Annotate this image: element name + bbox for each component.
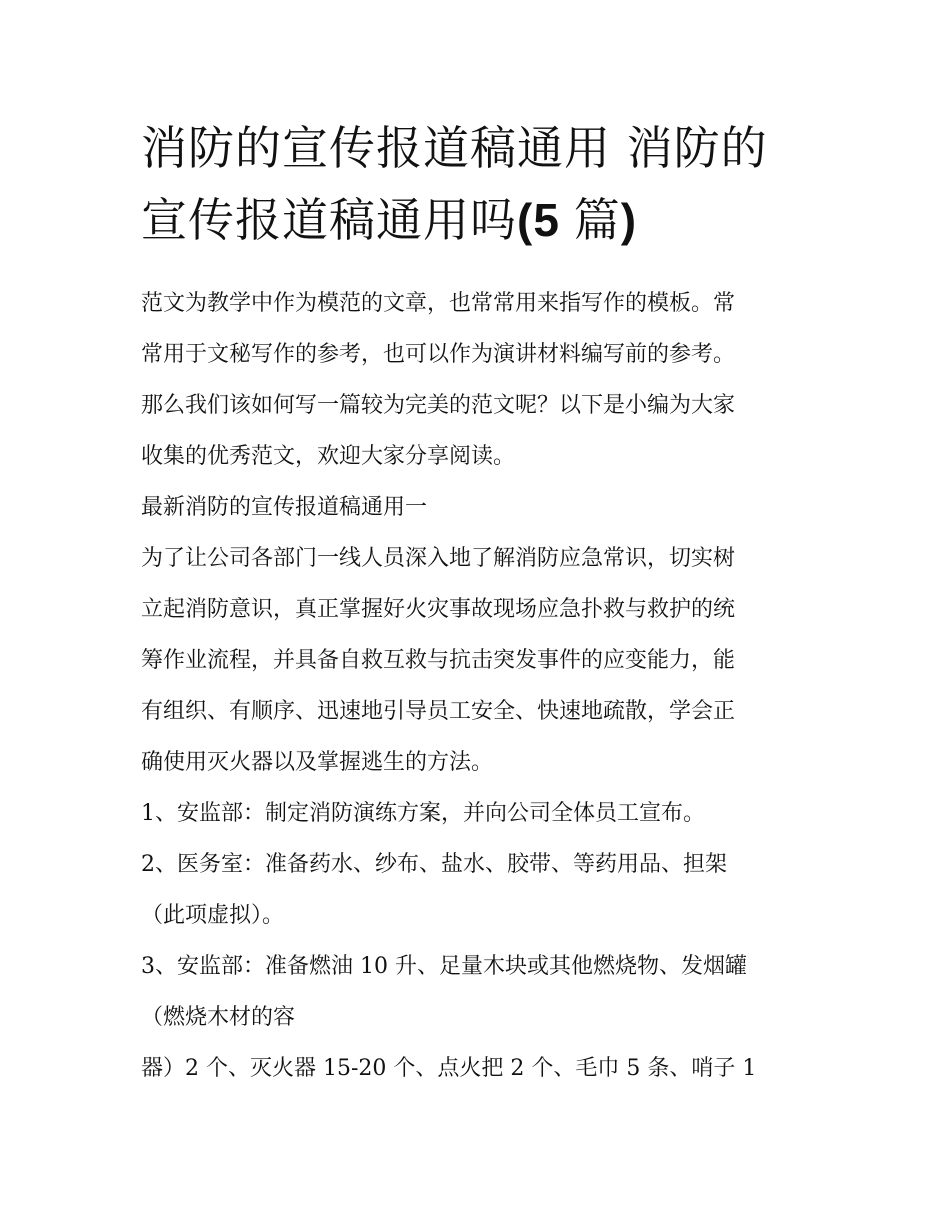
list-item [141, 788, 813, 839]
text-line: （此项虚拟）。 [141, 903, 285, 928]
text-line: 那么我们该如何写一篇较为完美的范文呢？以下是小编为大家 [141, 393, 736, 418]
text-line: 范文为教学中作为模范的文章，也常常用来指写作的模板。常 [141, 291, 736, 316]
text-line: 3、安监部：准备燃油 10 升、足量木块或其他燃烧物、发烟罐 [141, 954, 747, 979]
text-line: 确使用灭火器以及掌握逃生的方法。 [141, 750, 494, 775]
text-line: 筹作业流程，并具备自救互救与抗击突发事件的应变能力，能 [141, 648, 736, 673]
text-line: 器）2 个、灭火器 15-20 个、点火把 2 个、毛巾 5 条、哨子 1 [141, 1056, 757, 1081]
text-line: 为了让公司各部门一线人员深入地了解消防应急常识，切实树 [141, 546, 736, 571]
list-item [141, 839, 813, 941]
text-line: 常用于文秘写作的参考，也可以作为演讲材料编写前的参考。 [141, 342, 736, 367]
document-body [141, 278, 813, 1094]
text-line: 收集的优秀范文，欢迎大家分享阅读。 [141, 444, 516, 469]
text-line: 2、医务室：准备药水、纱布、盐水、胶带、等药用品、担架 [141, 852, 727, 877]
body-paragraph [141, 1043, 813, 1094]
text-line: 立起消防意识，真正掌握好火灾事故现场应急扑救与救护的统 [141, 597, 736, 622]
title-line: 宣传报道稿通用吗(5 篇) [141, 193, 638, 247]
text-line: 有组织、有顺序、迅速地引导员工安全、快速地疏散，学会正 [141, 699, 736, 724]
text-line: （燃烧木材的容 [141, 1005, 296, 1030]
document-page [141, 112, 813, 1094]
section-heading [141, 482, 813, 533]
list-item [141, 941, 813, 1043]
text-line: 最新消防的宣传报道稿通用一 [141, 495, 428, 520]
text-line: 1、安监部：制定消防演练方案，并向公司全体员工宣布。 [141, 801, 705, 826]
title-line: 消防的宣传报道稿通用 消防的 [141, 121, 768, 175]
intro-paragraph [141, 278, 813, 482]
body-paragraph [141, 533, 813, 788]
document-title [141, 112, 813, 256]
